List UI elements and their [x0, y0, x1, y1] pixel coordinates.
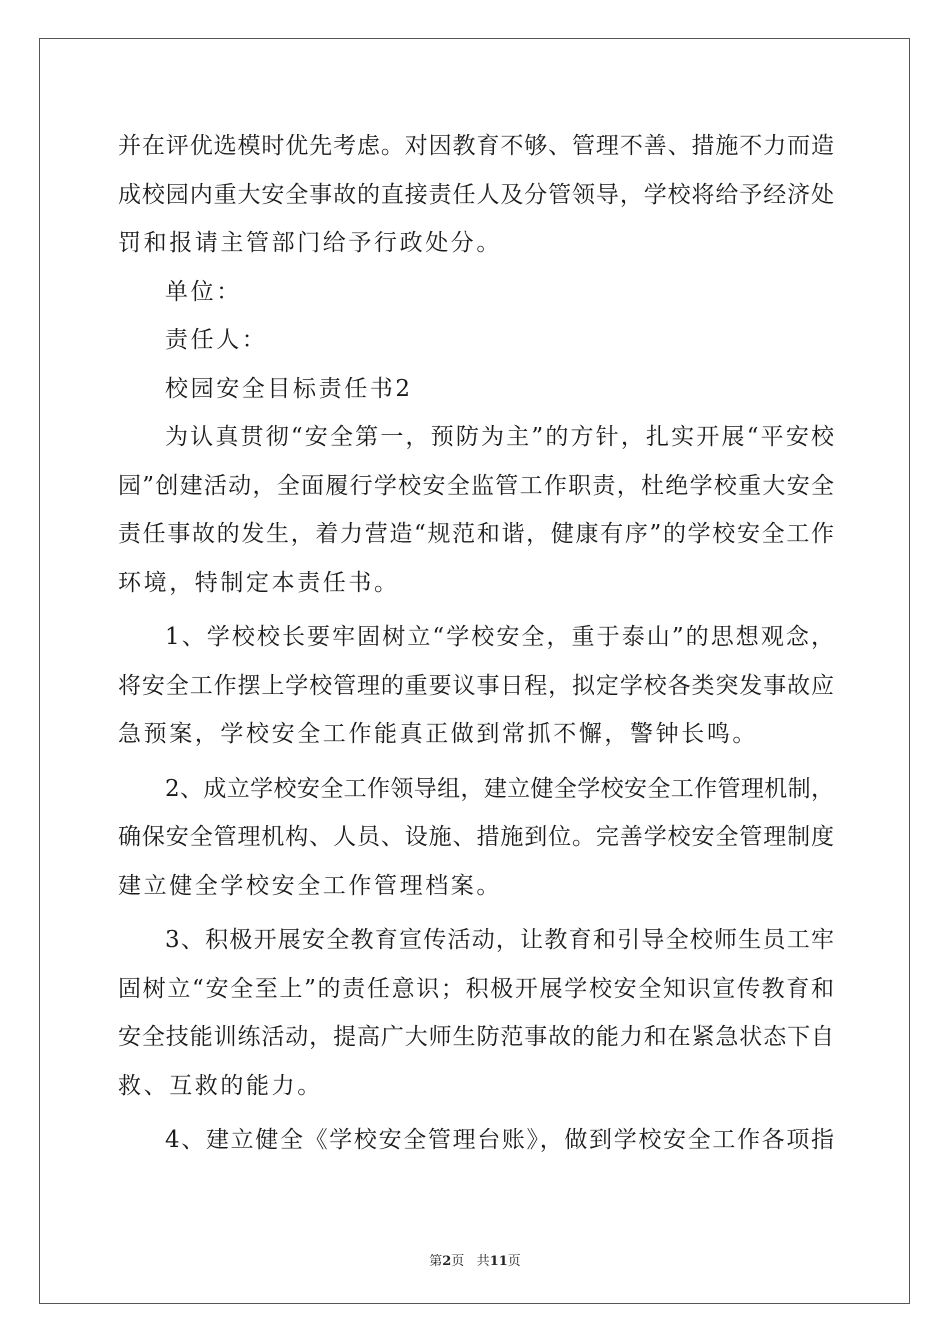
document-body [118, 122, 834, 1165]
page-label-prefix: 第 [429, 1254, 443, 1269]
text-line: 3、积极开展安全教育宣传活动，让教育和引导全校师生员工牢 [165, 927, 834, 953]
section-title: 校园安全目标责任书2 [165, 375, 413, 402]
text-line: 责任事故的发生，着力营造“规范和谐，健康有序”的学校安全工作 [118, 521, 834, 547]
text-line: 罚和报请主管部门给予行政处分。 [118, 230, 502, 256]
text-line: 固树立“安全至上”的责任意识；积极开展学校安全知识宣传教育和 [118, 975, 834, 1002]
text-line: 为认真贯彻“安全第一，预防为主”的方针，扎实开展“平安校 [165, 424, 834, 450]
text-line: 救、互救的能力。 [118, 1072, 323, 1099]
responsible-person-label: 责任人： [165, 327, 268, 353]
text-line: 将安全工作摆上学校管理的重要议事日程，拟定学校各类突发事故应 [118, 672, 834, 699]
text-line: 成校园内重大安全事故的直接责任人及分管领导，学校将给予经济处 [118, 181, 834, 208]
total-label-suffix: 页 [507, 1254, 521, 1269]
text-line: 确保安全管理机构、人员、设施、措施到位。完善学校安全管理制度 [118, 824, 834, 850]
page-number: 2 [442, 1254, 452, 1269]
text-line: 环境，特制定本责任书。 [118, 569, 400, 596]
total-pages: 11 [489, 1254, 508, 1269]
text-line: 1、学校校长要牢固树立“学校安全，重于泰山”的思想观念， [165, 624, 834, 650]
unit-label: 单位： [165, 278, 242, 305]
text-line: 4、建立健全《学校安全管理台账》，做到学校安全工作各项指 [165, 1127, 834, 1153]
text-line: 园”创建活动，全面履行学校安全监管工作职责，杜绝学校重大安全 [118, 472, 834, 499]
total-label-prefix: 共 [476, 1254, 490, 1269]
text-line: 安全技能训练活动，提高广大师生防范事故的能力和在紧急状态下自 [118, 1024, 834, 1050]
page-label-suffix: 页 [451, 1254, 465, 1269]
text-line: 急预案，学校安全工作能真正做到常抓不懈，警钟长鸣。 [118, 721, 758, 747]
text-line: 2、成立学校安全工作领导组，建立健全学校安全工作管理机制， [165, 775, 834, 802]
text-line: 建立健全学校安全工作管理档案。 [118, 872, 502, 899]
text-line: 并在评优选模时优先考虑。对因教育不够、管理不善、措施不力而造 [118, 133, 834, 159]
page-footer [0, 1250, 950, 1269]
